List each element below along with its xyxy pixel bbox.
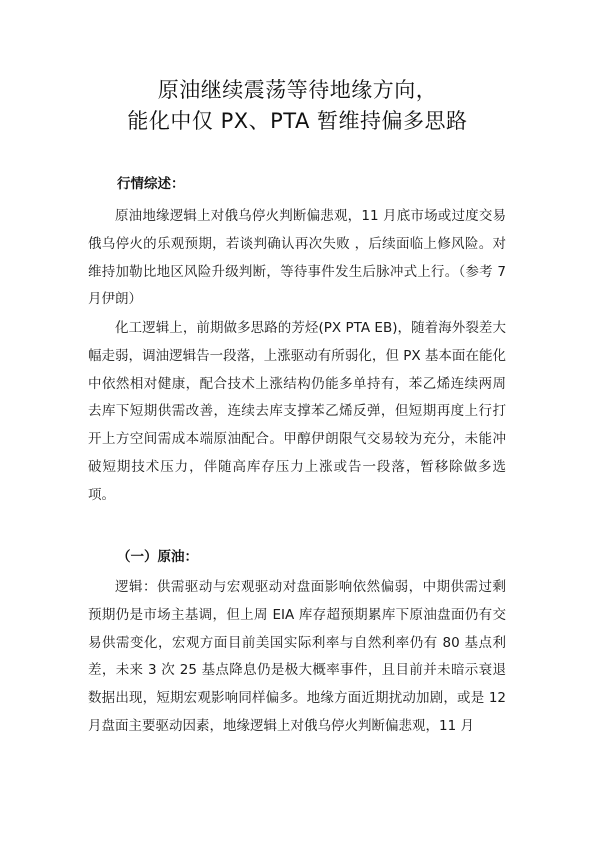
summary-paragraph-1: 原油地缘逻辑上对俄乌停火判断偏悲观，11 月底市场或过度交易俄乌停火的乐观预期，若谈判确认再次失败 ，后续面临上修风险。对维持加勒比地区风险升级判断，等待事件发生后脉冲式上行。（参考 7 月伊朗） xyxy=(88,208,506,308)
crude-oil-heading: （一）原油： xyxy=(117,549,198,565)
crude-oil-paragraph: 逻辑：供需驱动与宏观驱动对盘面影响依然偏弱，中期供需过剩预期仍是市场主基调，但上周 EIA 库存超预期累库下原油盘面仍有交易供需变化，宏观方面目前美国实际利率与自然利率仍有 80 基点利差，未来 3 次 25 基点降息仍是极大概率事件，且目前并未暗示衰退数据出现，短期宏观影响同样偏多。地缘方面近期扰动加剧，或是 12 月盘面主要驱动因素，地缘逻辑上对俄乌停火判断偏悲观，11 月 xyxy=(88,579,506,734)
summary-paragraph-2: 化工逻辑上，前期做多思路的芳烃(PX PTA EB)，随着海外裂差大幅走弱，调油逻辑告一段落，上涨驱动有所弱化，但 PX 基本面在能化中依然相对健康，配合技术上涨结构仍能多单持有，苯乙烯连续两周去库下短期供需改善，连续去库支撑苯乙烯反弹，但短期再度上行打开上方空间需成本端原油配合。甲醇伊朗限气交易较为充分，未能冲破短期技术压力，伴随高库存压力上涨或告一段落，暂移除做多选项。 xyxy=(88,320,506,503)
summary-heading: 行情综述： xyxy=(117,176,185,192)
document-title-line-2: 能化中仅 PX、PTA 暂维持偏多思路 xyxy=(127,109,468,133)
document-title-line-1: 原油继续震荡等待地缘方向， xyxy=(157,78,438,102)
